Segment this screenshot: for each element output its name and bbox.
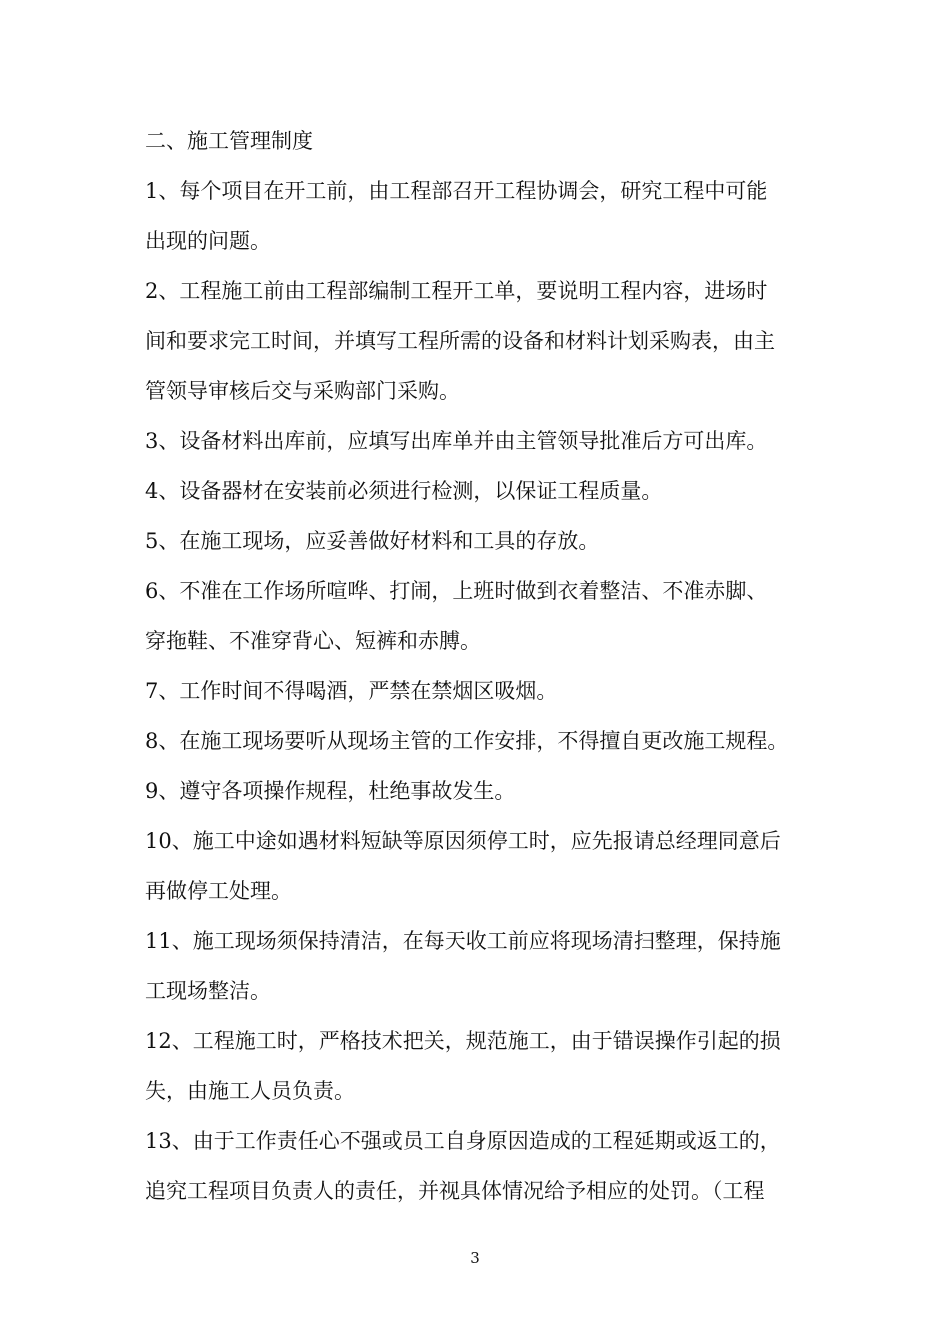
- text-line-1: 1、每个项目在开工前，由工程部召开工程协调会，研究工程中可能: [145, 179, 768, 203]
- text-line-17: 工现场整洁。: [145, 979, 271, 1003]
- text-line-19: 失，由施工人员负责。: [145, 1079, 355, 1103]
- text-line-10: 穿拖鞋、不准穿背心、短裤和赤膊。: [145, 629, 481, 653]
- section-heading: 二、施工管理制度: [145, 129, 313, 153]
- text-line-9: 6、不准在工作场所喧哗、打闹，上班时做到衣着整洁、不准赤脚、: [145, 579, 768, 603]
- text-line-20: 13、由于工作责任心不强或员工自身原因造成的工程延期或返工的，: [145, 1129, 781, 1153]
- text-line-7: 4、设备器材在安装前必须进行检测，以保证工程质量。: [145, 479, 663, 503]
- text-line-18: 12、工程施工时，严格技术把关，规范施工，由于错误操作引起的损: [145, 1029, 781, 1053]
- text-line-21: 追究工程项目负责人的责任，并视具体情况给予相应的处罚。（工程: [145, 1179, 765, 1203]
- text-line-8: 5、在施工现场，应妥善做好材料和工具的存放。: [145, 529, 600, 553]
- text-line-12: 8、在施工现场要听从现场主管的工作安排，不得擅自更改施工规程。: [145, 729, 789, 753]
- text-line-13: 9、遵守各项操作规程，杜绝事故发生。: [145, 779, 516, 803]
- text-line-4: 间和要求完工时间，并填写工程所需的设备和材料计划采购表，由主: [145, 329, 775, 353]
- text-line-15: 再做停工处理。: [145, 879, 292, 903]
- document-body: [145, 116, 809, 1216]
- text-line-2: 出现的问题。: [145, 229, 271, 253]
- page-number: 3: [470, 1249, 480, 1267]
- text-line-14: 10、施工中途如遇材料短缺等原因须停工时，应先报请总经理同意后: [145, 829, 781, 853]
- text-line-11: 7、工作时间不得喝酒，严禁在禁烟区吸烟。: [145, 679, 558, 703]
- text-line-16: 11、施工现场须保持清洁，在每天收工前应将现场清扫整理，保持施: [145, 929, 781, 953]
- text-line-5: 管领导审核后交与采购部门采购。: [145, 379, 460, 403]
- text-line-6: 3、设备材料出库前，应填写出库单并由主管领导批准后方可出库。: [145, 429, 768, 453]
- text-line-3: 2、工程施工前由工程部编制工程开工单，要说明工程内容，进场时: [145, 279, 768, 303]
